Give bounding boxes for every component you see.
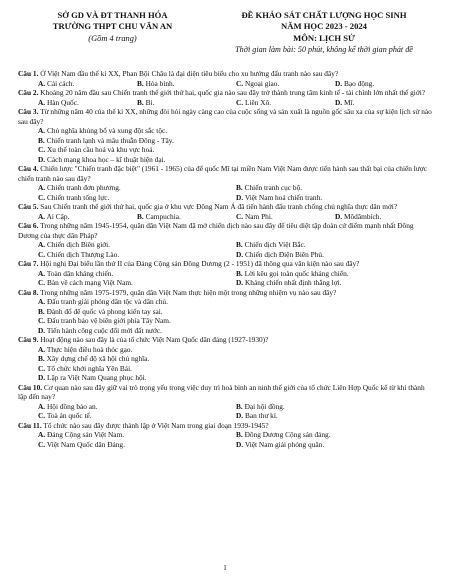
question-text: Trong những năm 1945-1954, quân dân Việt Nam đã mở chiến dịch nào sau đây để tiêu diệt tập đoàn cứ điểm mạnh nhất Đông Dương của thực dân Pháp? (18, 221, 414, 240)
answer-option (335, 98, 434, 108)
question-stem (18, 69, 434, 79)
question-item (18, 383, 434, 421)
option-letter: B. (38, 354, 45, 363)
option-text: Đông Dương Cộng sản đảng. (244, 430, 331, 439)
answer-options (18, 79, 434, 89)
answer-options (18, 402, 434, 421)
option-letter: D. (236, 439, 244, 449)
answer-option (38, 430, 236, 440)
header-left (20, 10, 205, 44)
question-text: Từ những năm 40 của thế kỉ XX, những đòi hỏi ngày càng cao của cuộc sống và sản xuất là nguồn gốc sâu xa của sự kiện lịch sử nào sau đây? (18, 107, 432, 126)
option-text: Chiến tranh tổng lực. (46, 192, 110, 202)
answer-option (236, 250, 434, 260)
option-text: Thực hiện điều hoà thóc gạo. (46, 344, 133, 354)
answer-options (18, 269, 434, 288)
option-letter: C. (236, 78, 244, 88)
option-letter: D. (335, 78, 343, 88)
option-letter: A. (38, 211, 46, 221)
question-item (18, 335, 434, 383)
option-text: Đảng Cộng sản Việt Nam. (46, 430, 125, 439)
answer-options (18, 126, 434, 164)
option-text: Đánh đổ đế quốc và phong kiến tay sai. (46, 306, 163, 316)
question-item (18, 69, 434, 88)
option-letter: B. (137, 211, 144, 221)
option-letter: B. (137, 97, 144, 107)
answer-option (38, 373, 434, 383)
question-item (18, 259, 434, 288)
option-text: Chiến tranh cục bộ. (244, 183, 303, 192)
option-text: Xây dựng chế độ xã hội chủ nghĩa. (46, 354, 150, 363)
answer-option (38, 316, 434, 326)
question-number: Câu 1. (18, 69, 39, 78)
answer-option (38, 98, 137, 108)
option-text: Hàn Quốc. (46, 97, 79, 107)
answer-option (335, 79, 434, 89)
option-text: Việt Nam giải phóng quân. (244, 439, 325, 449)
answer-option (38, 240, 236, 250)
option-letter: D. (236, 192, 244, 202)
answer-option (335, 212, 434, 222)
option-text: Ban thư kí. (244, 411, 278, 420)
answer-option (236, 79, 335, 89)
option-letter: D. (38, 154, 46, 164)
option-letter: A. (38, 183, 46, 192)
answer-option (236, 193, 434, 203)
option-text: Tiến hành công cuộc đổi mới đất nước. (46, 325, 162, 335)
question-number: Câu 5. (18, 202, 39, 211)
option-text: Chiến dịch Thượng Lào. (46, 249, 120, 259)
option-text: Việt Nam Quốc dân Đảng. (46, 439, 125, 449)
option-text: Ngoại giao. (244, 78, 280, 88)
option-letter: B. (38, 306, 45, 316)
option-letter: B. (236, 240, 243, 249)
option-letter: D. (236, 278, 244, 287)
option-letter: C. (38, 278, 46, 287)
question-number: Câu 8. (18, 287, 39, 297)
answer-option (38, 79, 137, 89)
question-stem (18, 164, 434, 183)
question-stem (18, 221, 434, 240)
question-text: Trong những năm 1975-1979, quân dân Việt Nam thực hiện một trong những nhiệm vụ nào sau đây? (40, 287, 337, 297)
question-number: Câu 6. (18, 221, 39, 230)
option-text: Môdămbích. (343, 211, 382, 221)
option-letter: A. (38, 297, 46, 306)
question-number: Câu 9. (18, 335, 39, 344)
time-note: Thời gian làm bài: 50 phút, không kể thời gian phát đề (235, 45, 413, 55)
school-name: TRƯỜNG THPT CHU VĂN AN (52, 21, 173, 32)
option-letter: A. (38, 126, 46, 135)
answer-option (38, 345, 434, 355)
answer-options (18, 212, 434, 222)
answer-options (18, 240, 434, 259)
question-stem (18, 88, 434, 98)
answer-option (38, 126, 434, 136)
answer-option (137, 98, 236, 108)
option-text: Đấu tranh bảo vệ biên giới phía Tây Nam. (46, 316, 171, 325)
option-text: Nam Phi. (244, 211, 273, 221)
question-text: Hội nghị Đại biểu lần thứ II của Đảng Cộng sản Đông Dương (2 - 1951) đã thông qua văn kiện nào sau đây? (40, 259, 360, 268)
answer-options (18, 183, 434, 202)
question-text: Sau Chiến tranh thế giới thứ hai, quốc gia ở khu vực Đông Nam Á đã tiến hành đấu tranh chống chủ nghĩa thực dân mới? (40, 202, 398, 211)
option-letter: A. (38, 78, 46, 88)
answer-option (137, 79, 236, 89)
option-text: Chiến dịch Điện Biên Phủ. (244, 249, 324, 259)
option-text: Mĩ. (343, 97, 355, 107)
question-number: Câu 4. (18, 164, 39, 173)
answer-option (38, 212, 137, 222)
question-text: Ở Việt Nam đầu thế kỉ XX, Phan Bội Châu là đại diện tiêu biểu cho xu hướng đấu tranh nào sau đây? (40, 69, 339, 78)
question-stem (18, 335, 434, 345)
exam-title: ĐỀ KHẢO SÁT CHẤT LƯỢNG HỌC SINH (241, 10, 407, 20)
answer-options (18, 430, 434, 449)
question-stem (18, 383, 434, 402)
answer-option (236, 212, 335, 222)
option-text: Việt Nam hoá chiến tranh. (244, 192, 323, 202)
question-item (18, 164, 434, 202)
answer-option (38, 155, 434, 165)
question-text: Tổ chức nào sau đây được thành lập ở Việt Nam trong giai đoạn 1939-1945? (43, 420, 269, 430)
option-text: Campuchia. (145, 211, 181, 221)
answer-option (38, 307, 434, 317)
option-text: Chiến dịch Biên giới. (46, 240, 111, 249)
answer-option (236, 183, 434, 193)
answer-option (236, 240, 434, 250)
answer-option (236, 98, 335, 108)
answer-option (38, 326, 434, 336)
option-text: Toàn dân kháng chiến. (46, 268, 114, 278)
option-text: Cách mạng khoa học – kĩ thuật hiện đại. (46, 154, 166, 164)
option-text: Toà án quốc tế. (46, 411, 92, 420)
question-number: Câu 7. (18, 259, 39, 268)
question-text: Cơ quan nào sau đây giữ vai trò trọng yếu trong việc duy trì hoà bình an ninh thế giới của tổ chức Liên Hợp Quốc kể từ khi thành lập đến nay? (18, 382, 425, 401)
question-text: Chiến lược "Chiến tranh đặc biệt" (1961 - 1965) của đế quốc Mĩ tại miền Nam Việt Nam được tiến hành sau thất bại của chiến lược chiến tranh nào sau đây? (18, 164, 427, 183)
question-number: Câu 2. (18, 88, 39, 97)
question-stem (18, 107, 434, 126)
answer-option (38, 297, 434, 307)
option-text: Chiến dịch Việt Bắc. (244, 240, 306, 249)
option-letter: D. (38, 373, 46, 382)
question-item (18, 221, 434, 259)
question-item (18, 288, 434, 336)
option-text: Kháng chiến nhất định thắng lợi. (244, 278, 342, 287)
option-text: Bỉ. (145, 97, 155, 107)
option-letter: C. (38, 249, 46, 259)
option-text: Tổ chức khởi nghĩa Yên Bái. (46, 363, 132, 373)
option-letter: A. (38, 401, 46, 411)
answer-option (38, 145, 434, 155)
option-text: Đấu tranh giải phóng dân tộc và dân chủ. (46, 297, 168, 306)
question-item (18, 107, 434, 164)
answer-option (38, 193, 236, 203)
answer-option (38, 440, 236, 450)
option-letter: A. (38, 268, 46, 278)
answer-option (38, 354, 434, 364)
question-list (18, 69, 434, 449)
question-item (18, 421, 434, 450)
question-stem (18, 259, 434, 269)
answer-option (38, 269, 236, 279)
option-text: Hội đồng bảo an. (46, 401, 98, 411)
option-letter: B. (236, 268, 243, 278)
answer-option (38, 183, 236, 193)
answer-option (236, 440, 434, 450)
option-text: Lời kêu gọi toàn quốc kháng chiến. (244, 268, 349, 278)
school-year: NĂM HỌC 2023 - 2024 (281, 21, 367, 32)
option-text: Cải cách. (46, 78, 75, 88)
option-text: Liên Xô. (244, 97, 272, 107)
answer-option (236, 402, 434, 412)
answer-option (236, 269, 434, 279)
option-letter: C. (38, 145, 46, 154)
question-item (18, 202, 434, 221)
option-letter: A. (38, 97, 46, 107)
department-name: SỞ GD VÀ ĐT THANH HÓA (57, 10, 168, 20)
answer-options (18, 98, 434, 108)
question-number: Câu 10. (18, 382, 43, 392)
answer-option (236, 278, 434, 288)
option-letter: D. (335, 211, 343, 221)
option-letter: D. (38, 325, 46, 335)
option-text: Bàn về cách mạng Việt Nam. (46, 278, 133, 287)
option-text: Chủ nghĩa khủng bố và xung đột sắc tộc. (46, 126, 168, 135)
option-letter: C. (38, 363, 46, 373)
answer-option (38, 250, 236, 260)
option-text: Bạo động. (343, 78, 375, 88)
answer-option (38, 402, 236, 412)
answer-option (38, 364, 434, 374)
option-letter: C. (236, 211, 244, 221)
answer-option (236, 411, 434, 421)
option-text: Lập ra Việt Nam Quang phục hội. (46, 373, 147, 382)
option-text: Chiến tranh đơn phương. (46, 183, 121, 192)
answer-option (38, 411, 236, 421)
option-letter: D. (236, 411, 244, 420)
option-text: Đại hội đồng. (244, 401, 285, 411)
question-stem (18, 202, 434, 212)
answer-option (137, 212, 236, 222)
option-letter: B. (38, 135, 45, 145)
option-letter: B. (236, 183, 243, 192)
question-text: Hoạt động nào sau đây là của tổ chức Việt Nam Quốc dân đảng (1927-1930)? (40, 335, 269, 344)
option-text: Chiến tranh lạnh và mâu thuẫn Đông - Tây. (46, 135, 174, 145)
question-item (18, 88, 434, 107)
option-text: Hòa bình. (145, 78, 175, 88)
option-letter: C. (38, 192, 46, 202)
answer-option (236, 430, 434, 440)
option-letter: B. (236, 401, 243, 411)
option-letter: C. (38, 316, 46, 325)
answer-option (38, 278, 236, 288)
option-letter: B. (236, 430, 243, 439)
question-number: Câu 11. (18, 420, 42, 430)
header-right (206, 10, 442, 55)
option-text: Ai Cập. (46, 211, 70, 221)
subject: MÔN: LỊCH SỬ (293, 32, 355, 43)
question-number: Câu 3. (18, 107, 39, 116)
question-stem (18, 288, 434, 298)
answer-options (18, 345, 434, 383)
question-text: Khoảng 20 năm đầu sau Chiến tranh thế giới thứ hai, quốc gia nào sau đây trở thành trung tâm kinh tế - tài chính lớn nhất thế giới? (40, 88, 426, 97)
answer-option (38, 136, 434, 146)
option-text: Xu thế toàn cầu hoá và khu vực hoá. (46, 145, 155, 154)
option-letter: D. (335, 97, 343, 107)
option-letter: A. (38, 430, 46, 439)
question-stem (18, 421, 434, 431)
option-letter: D. (236, 249, 244, 259)
answer-options (18, 297, 434, 335)
option-letter: A. (38, 344, 46, 354)
page-number: 1 (223, 563, 227, 572)
option-letter: C. (38, 411, 46, 420)
option-letter: C. (236, 97, 244, 107)
option-letter: A. (38, 240, 46, 249)
option-letter: C. (38, 439, 46, 449)
option-letter: B. (137, 78, 144, 88)
page-count-note: (Gồm 4 trang) (88, 33, 137, 43)
